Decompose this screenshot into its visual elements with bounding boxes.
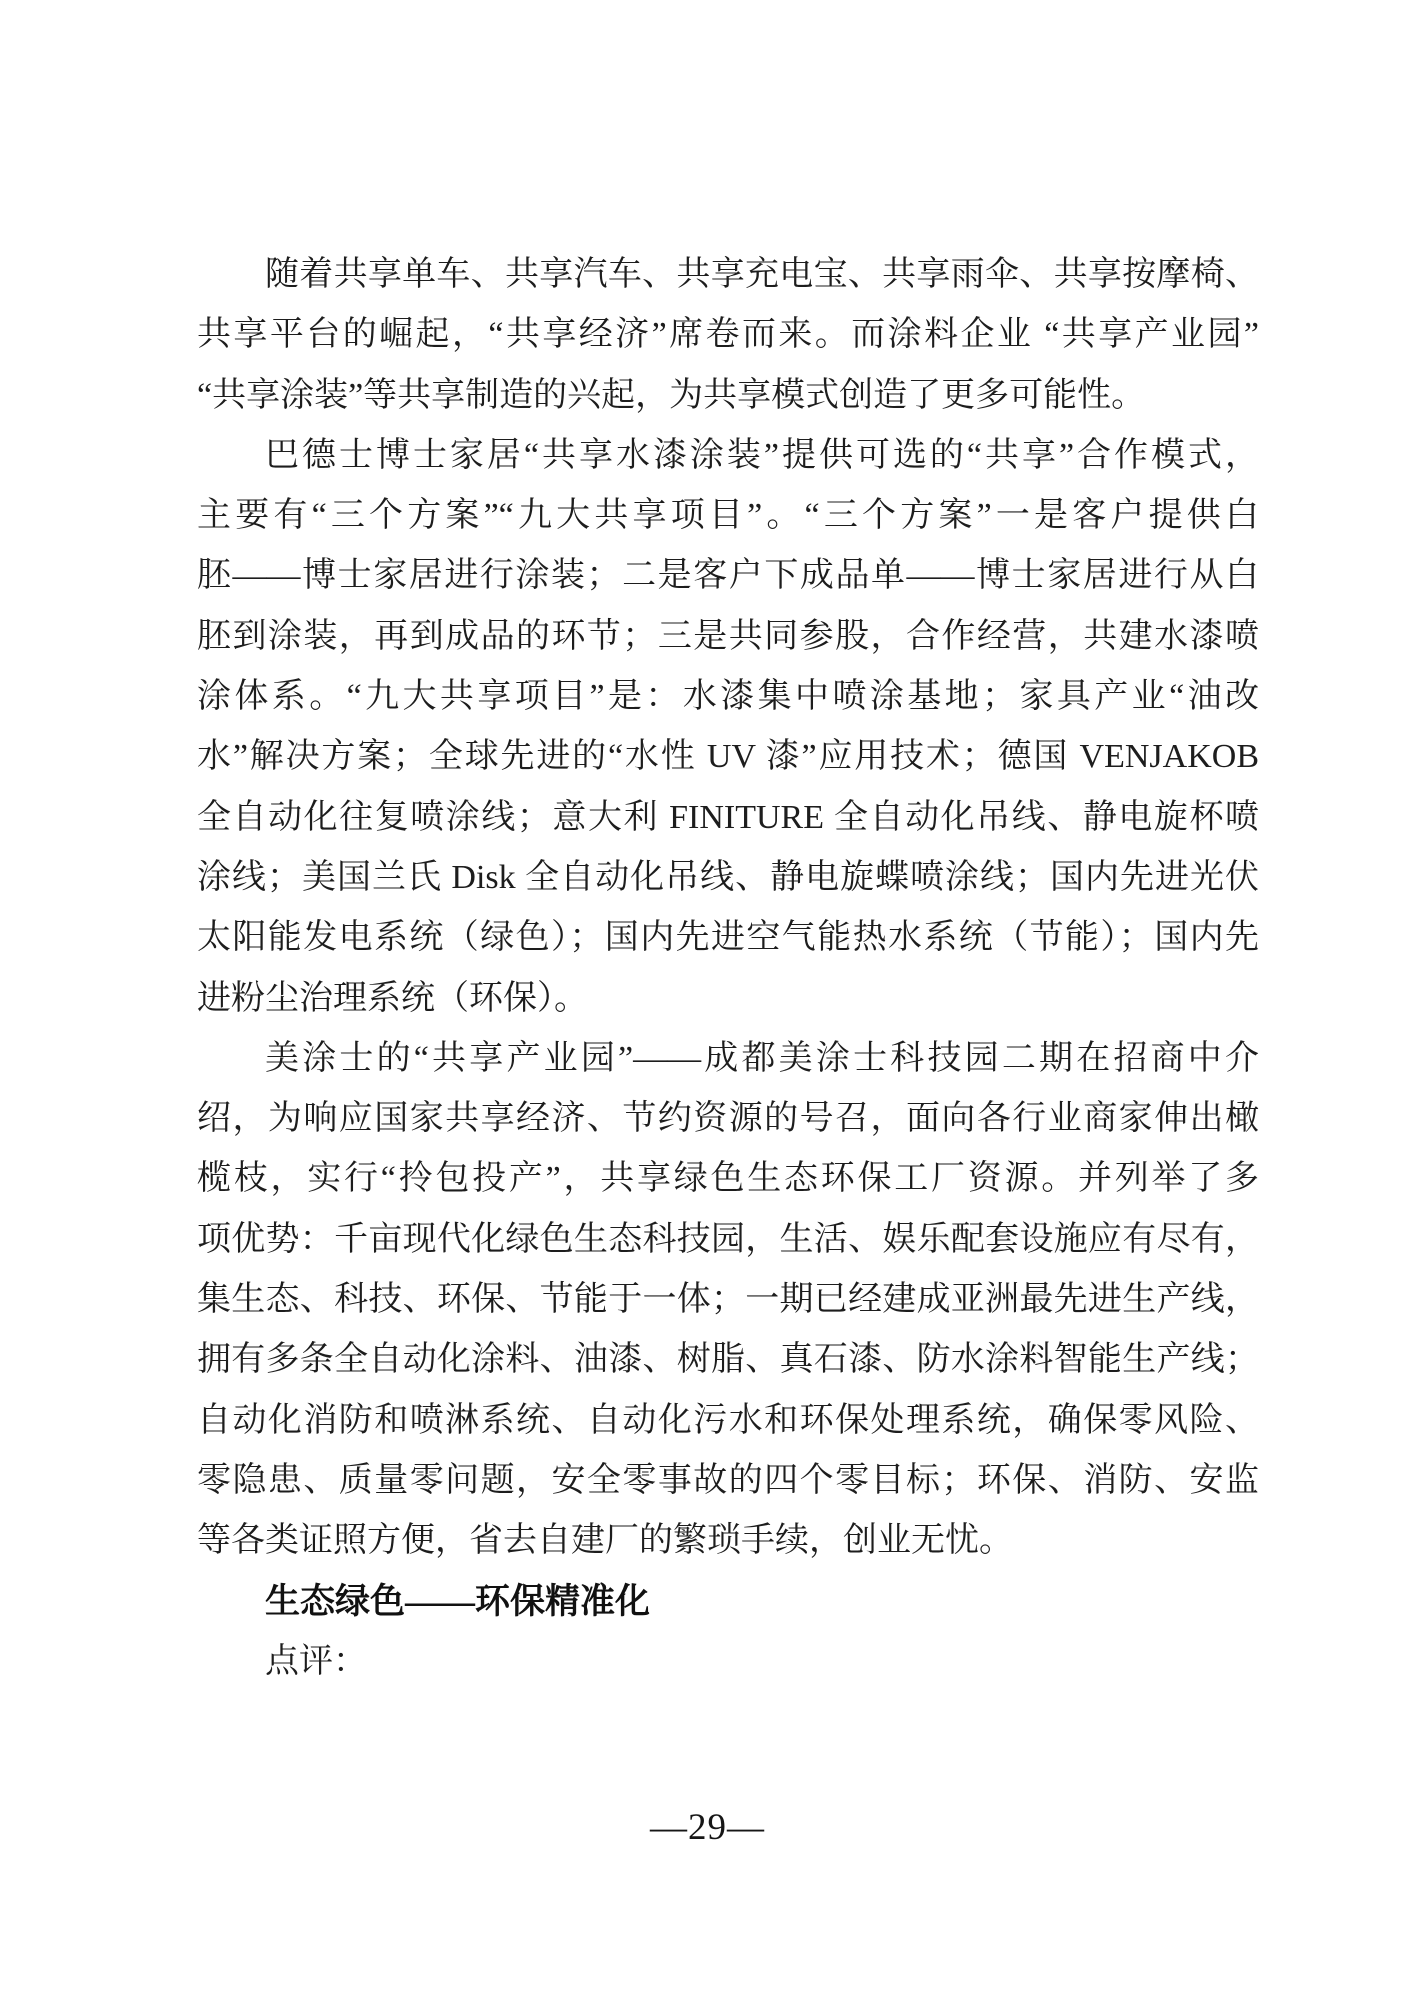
text-line: 胚到涂装，再到成品的环节；三是共同参股，合作经营，共建水漆喷 xyxy=(197,617,1259,655)
section-heading: 生态绿色——环保精准化 xyxy=(265,1581,651,1621)
text-line: 巴德士博士家居“共享水漆涂装”提供可选的“共享”合作模式， xyxy=(265,436,1259,474)
text-line: 自动化消防和喷淋系统、自动化污水和环保处理系统，确保零风险、 xyxy=(197,1401,1259,1439)
text-line: 榄枝，实行“拎包投产”，共享绿色生态环保工厂资源。并列举了多 xyxy=(197,1160,1259,1198)
text-line: 涂体系。“九大共享项目”是：水漆集中喷涂基地；家具产业“油改 xyxy=(197,678,1259,716)
text-line: 随着共享单车、共享汽车、共享充电宝、共享雨伞、共享按摩椅、 xyxy=(265,256,1259,293)
text-line: 太阳能发电系统（绿色）；国内先进空气能热水系统（节能）；国内先 xyxy=(197,919,1259,957)
paragraph-meitushi-park xyxy=(197,1029,1259,1572)
text-line: 等各类证照方便，省去自建厂的繁琐手续，创业无忧。 xyxy=(197,1522,1013,1560)
text-line: 集生态、科技、环保、节能于一体；一期已经建成亚洲最先进生产线， xyxy=(197,1281,1259,1319)
text-line: 零隐患、质量零问题，安全零事故的四个零目标；环保、消防、安监 xyxy=(197,1461,1259,1499)
text-line: 共享平台的崛起，“共享经济”席卷而来。而涂料企业 “共享产业园” xyxy=(197,316,1259,354)
page-number: —29— xyxy=(650,1807,765,1848)
text-line: “共享涂装”等共享制造的兴起，为共享模式创造了更多可能性。 xyxy=(197,376,1146,414)
document-content xyxy=(197,245,1259,1692)
text-line: 拥有多条全自动化涂料、油漆、树脂、真石漆、防水涂料智能生产线； xyxy=(197,1341,1259,1379)
page-footer xyxy=(0,1806,1415,1849)
paragraph-sharing-economy xyxy=(197,245,1259,426)
text-line: 绍，为响应国家共享经济、节约资源的号召，面向各行业商家伸出橄 xyxy=(197,1100,1259,1138)
text-line: 项优势：千亩现代化绿色生态科技园，生活、娱乐配套设施应有尽有， xyxy=(197,1220,1259,1258)
text-line: 胚——博士家居进行涂装；二是客户下成品单——博士家居进行从白 xyxy=(197,557,1259,595)
text-line: 全自动化往复喷涂线；意大利 FINITURE 全自动化吊线、静电旋杯喷 xyxy=(197,798,1259,836)
text-line: 进粉尘治理系统（环保）。 xyxy=(197,979,588,1017)
comment-label: 点评： xyxy=(265,1642,367,1680)
paragraph-bardese-plans xyxy=(197,426,1259,1029)
text-line: 主要有“三个方案”“九大共享项目”。“三个方案”一是客户提供白 xyxy=(197,497,1259,535)
text-line: 水”解决方案；全球先进的“水性 UV 漆”应用技术；德国 VENJAKOB xyxy=(197,738,1259,776)
text-line: 美涂士的“共享产业园”——成都美涂士科技园二期在招商中介 xyxy=(265,1039,1259,1077)
text-line: 涂线；美国兰氏 Disk 全自动化吊线、静电旋蝶喷涂线；国内先进光伏 xyxy=(197,858,1259,896)
